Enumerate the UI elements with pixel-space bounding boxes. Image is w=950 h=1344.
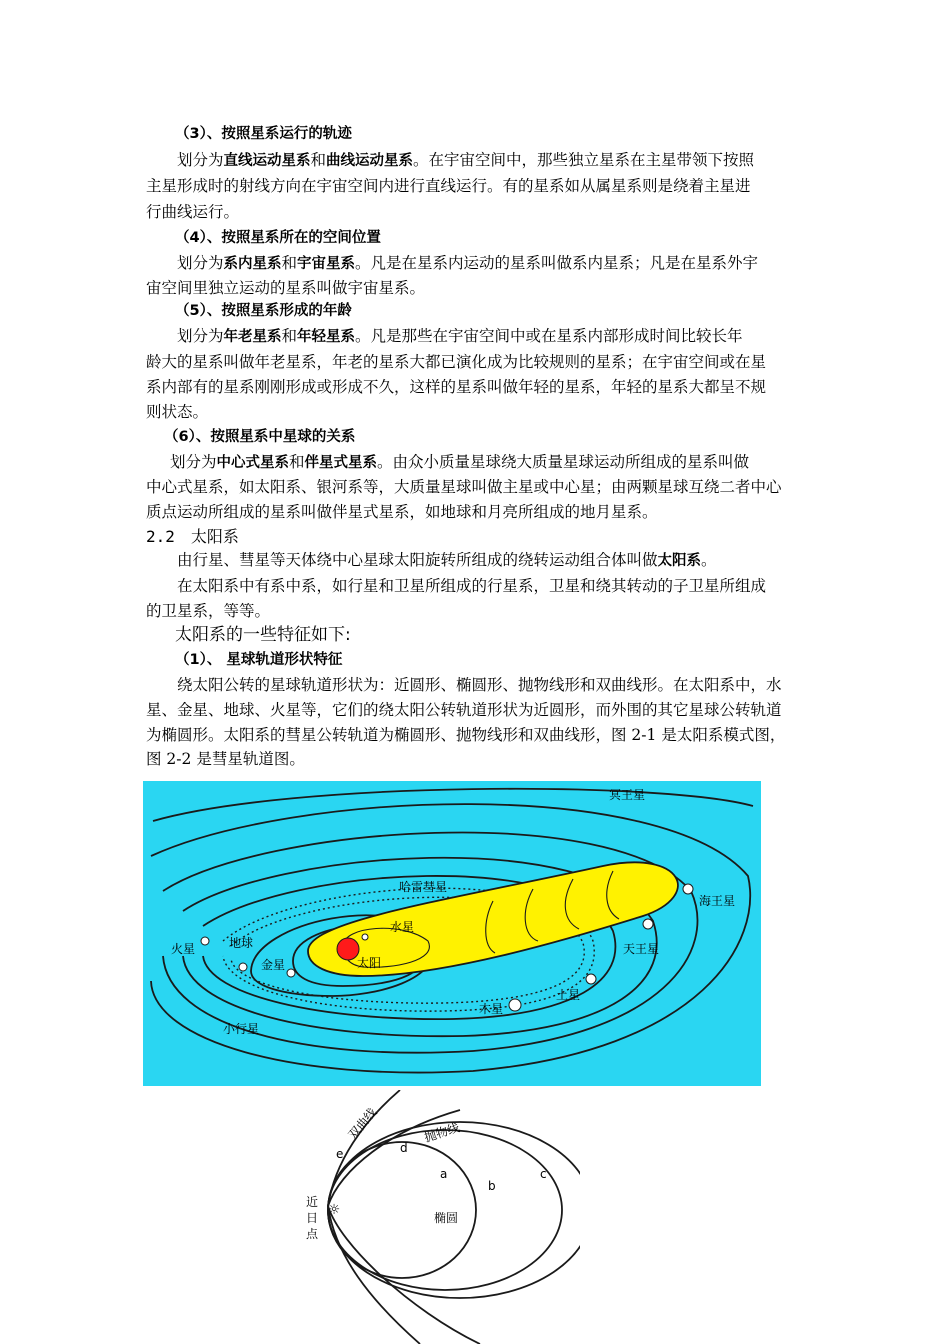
term-curved-galaxy: 曲线运动星系 [326,153,414,169]
ellipse-label: 椭圆 [434,1211,459,1225]
section-4-line-1 [177,250,758,277]
text-run: 划分为 [177,327,224,345]
label-d: d [400,1141,408,1155]
text-run: 划分为 [170,453,217,471]
term-cosmic-galaxy: 宇宙星系 [297,256,356,272]
parabola-label: 抛物线 [422,1120,462,1145]
system-in-system-line-2: 的卫星系，等等。 [146,602,271,620]
hyperbola-lower [328,1206,420,1344]
section-6-line-2: 中心式星系，如太阳系、银河系等，大质量星球叫做主星或中心星；由两颗星球互绕二者中心 [146,478,782,496]
earth-label: 地球 [229,936,254,950]
solar-system-diagram [143,781,761,1086]
section-3-line-3: 行曲线运行。 [146,203,240,221]
text-run: 和 [281,254,298,272]
hyperbola-label: 双曲线 [345,1105,380,1142]
text-run: 和 [289,453,305,471]
sun-icon: ☼ [327,1202,341,1218]
label-b: b [488,1179,496,1193]
earth-icon [239,963,247,971]
venus-icon [287,969,295,977]
term-young-galaxy: 年轻星系 [297,329,356,345]
term-linear-galaxy: 直线运动星系 [223,153,311,169]
section-6-line-3: 质点运动所组成的星系叫做伴星式星系，如地球和月亮所组成的地月星系。 [146,503,658,521]
perihelion-label-3: 点 [306,1227,319,1241]
saturn-label: 土星 [556,988,581,1002]
sun-icon [337,938,359,960]
text-run: 划分为 [177,151,224,169]
uranus-icon [643,919,653,929]
label-e: e [336,1147,344,1161]
asteroid-label: 小行星 [223,1022,260,1036]
orbit-paragraph-line-2: 星、金星、地球、火星等，它们的绕太阳公转轨道形状为近圆形，而外围的其它星球公转轨道 [146,701,782,719]
section-4-heading: （4）、按照星系所在的空间位置 [175,230,381,246]
text-run: 。在宇宙空间中，那些独立星系在主星带领下按照 [413,151,755,169]
features-heading: 太阳系的一些特征如下: [175,625,351,645]
perihelion-label-1: 近 [306,1195,319,1209]
orbit-shape-heading: （1）、 星球轨道形状特征 [175,652,343,668]
term-inner-galaxy: 系内星系 [223,256,282,272]
solar-system-definition [177,547,717,574]
text-run: 和 [310,151,327,169]
section-2-2-heading: 2.2 太阳系 [146,527,239,546]
orbit-paragraph-line-4: 图 2-2 是彗星轨道图。 [146,750,305,768]
jupiter-icon [509,999,521,1011]
text-run: 。凡是在星系内运动的星系叫做系内星系；凡是在星系外宇 [355,254,759,272]
halley-comet-label: 哈雷彗星 [399,880,448,894]
neptune-icon [683,884,693,894]
mars-icon [201,937,209,945]
section-5-line-3: 系内部有的星系刚刚形成或形成不久，这样的星系叫做年轻的星系，年轻的星系大都呈不规 [146,378,767,396]
jupiter-label: 木星 [479,1002,504,1016]
section-5-line-2: 龄大的星系叫做年老星系，年老的星系大都已演化成为比较规则的星系；在宇宙空间或在星 [146,353,767,371]
neptune-label: 海王星 [699,894,736,908]
section-6-heading: （6）、按照星系中星球的关系 [164,429,356,445]
pluto-label: 冥王星 [609,788,646,802]
venus-label: 金星 [261,958,286,972]
section-3-line-1 [177,147,754,174]
term-central-galaxy: 中心式星系 [216,455,290,471]
label-c: c [540,1167,547,1181]
uranus-label: 天王星 [623,942,660,956]
text-run: 和 [281,327,298,345]
mercury-label: 水星 [390,920,415,934]
text-run: 。由众小质量星球绕大质量星球运动所组成的星系叫做 [377,453,750,471]
text-run: 由行星、彗星等天体绕中心星球太阳旋转所组成的绕转运动组合体叫做 [177,551,658,569]
sun-label: 太阳 [357,956,382,970]
orbit-paragraph-line-3: 为椭圆形。太阳系的彗星公转轨道为椭圆形、抛物线形和双曲线形，图 2-1 是太阳系模式图， [146,726,786,744]
section-3-line-2: 主星形成时的射线方向在宇宙空间内进行直线运行。有的星系如从属星系则是绕着主星进 [146,177,751,195]
ellipse-c [328,1122,580,1298]
comet-orbit-diagram [300,1090,580,1344]
text-run: 。 [701,551,717,569]
section-5-line-4: 则状态。 [146,403,209,421]
parabola-upper [328,1110,460,1206]
mars-label: 火星 [171,942,196,956]
term-solar-system: 太阳系 [657,553,702,569]
perihelion-label-2: 日 [306,1211,319,1225]
system-in-system-line-1: 在太阳系中有系中系，如行星和卫星所组成的行星系，卫星和绕其转动的子卫星所组成 [177,577,767,595]
section-5-heading: （5）、按照星系形成的年龄 [175,303,352,319]
term-old-galaxy: 年老星系 [223,329,282,345]
section-6-line-1 [170,449,749,476]
saturn-icon [586,974,596,984]
parabola-lower [328,1206,480,1344]
text-run: 划分为 [177,254,224,272]
section-4-line-2: 宙空间里独立运动的星系叫做宇宙星系。 [146,279,426,297]
mercury-icon [362,934,368,940]
orbit-paragraph-line-1: 绕太阳公转的星球轨道形状为：近圆形、椭圆形、抛物线形和双曲线形。在太阳系中，水 [177,676,782,694]
term-binary-galaxy: 伴星式星系 [304,455,378,471]
text-run: 。凡是那些在宇宙空间中或在星系内部形成时间比较长年 [355,327,743,345]
section-3-heading: （3）、按照星系运行的轨迹 [175,126,352,142]
label-a: a [440,1167,448,1181]
section-5-line-1 [177,323,743,350]
